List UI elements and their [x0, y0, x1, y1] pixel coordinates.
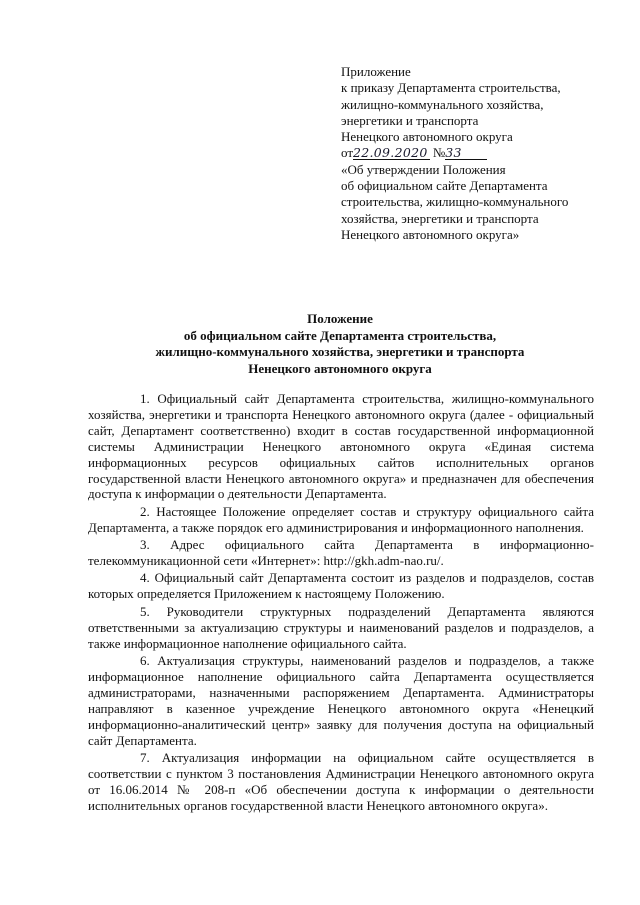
date-prefix: от	[341, 145, 354, 161]
paragraph: 2. Настоящее Положение определяет состав и структуру официального сайта Департамента, а также порядок его администрирования и информационного наполнения.	[88, 503, 594, 535]
number-prefix: №	[432, 145, 446, 161]
appendix-about-line: хозяйства, энергетики и транспорта	[341, 210, 539, 226]
appendix-line: энергетики и транспорта	[341, 112, 479, 128]
appendix-about-line: об официальном сайте Департамента	[341, 178, 548, 194]
handwritten-date: 22.09.2020	[353, 145, 428, 161]
title-line: Положение	[307, 311, 373, 326]
title-line: Ненецкого автономного округа	[248, 360, 432, 376]
appendix-header	[341, 64, 611, 243]
appendix-line: жилищно-коммунального хозяйства,	[341, 96, 544, 112]
order-date-number	[341, 145, 611, 161]
appendix-line: к приказу Департамента строительства,	[341, 80, 561, 96]
title-line: жилищно-коммунального хозяйства, энергетики и транспорта	[155, 344, 525, 359]
paragraph: 3. Адрес официального сайта Департамента в информационно-телекоммуникационной сети «Интернет»: http://gkh.adm-nao.ru/.	[88, 537, 594, 569]
appendix-about-line: «Об утверждении Положения	[341, 161, 506, 177]
document-body	[88, 391, 594, 815]
appendix-about-line: Ненецкого автономного округа»	[341, 226, 520, 242]
handwritten-number: 33	[445, 146, 487, 160]
appendix-line: Приложение	[341, 64, 411, 79]
document-title	[80, 311, 600, 377]
paragraph: 1. Официальный сайт Департамента строительства, жилищно-коммунального хозяйства, энергетики и транспорта Ненецкого автономного округа (далее - официальный сайт, Департамент соответственно) входит в состав государственной информационной системы Администрации Ненецкого автономного округа «Единая система информационных ресурсов официальных сайтов исполнительных органов государственной власти Ненецкого автономного округа» и предназначен для обеспечения доступа к информации о деятельности Департамента.	[88, 391, 594, 502]
paragraph: 7. Актуализация информации на официальном сайте осуществляется в соответствии с пунктом 3 постановления Администрации Ненецкого автономного округа от 16.06.2014 № 208-п «Об обеспечении доступа к информации о деятельности исполнительных органов государственной власти Ненецкого автономного округа».	[88, 749, 594, 813]
appendix-about-line: строительства, жилищно-коммунального	[341, 194, 569, 210]
appendix-line: Ненецкого автономного округа	[341, 129, 513, 145]
paragraph: 4. Официальный сайт Департамента состоит из разделов и подразделов, состав которых определяется Приложением к настоящему Положению.	[88, 570, 594, 602]
title-line: об официальном сайте Департамента строительства,	[183, 327, 497, 343]
paragraph: 6. Актуализация структуры, наименований разделов и подразделов, а также информационное наполнение официального сайта Департамента осуществляется администраторами, назначенными распоряжением Департамента. Администраторы направляют в казенное учреждение Ненецкого автономного округа «Ненецкий информационно-аналитический центр» заявку для получения доступа на официальный сайт Департамента.	[88, 653, 594, 748]
paragraph: 5. Руководители структурных подразделений Департамента являются ответственными за актуализацию структуры и наименований разделов и подразделов, а также информационное наполнение официального сайта.	[88, 603, 594, 651]
